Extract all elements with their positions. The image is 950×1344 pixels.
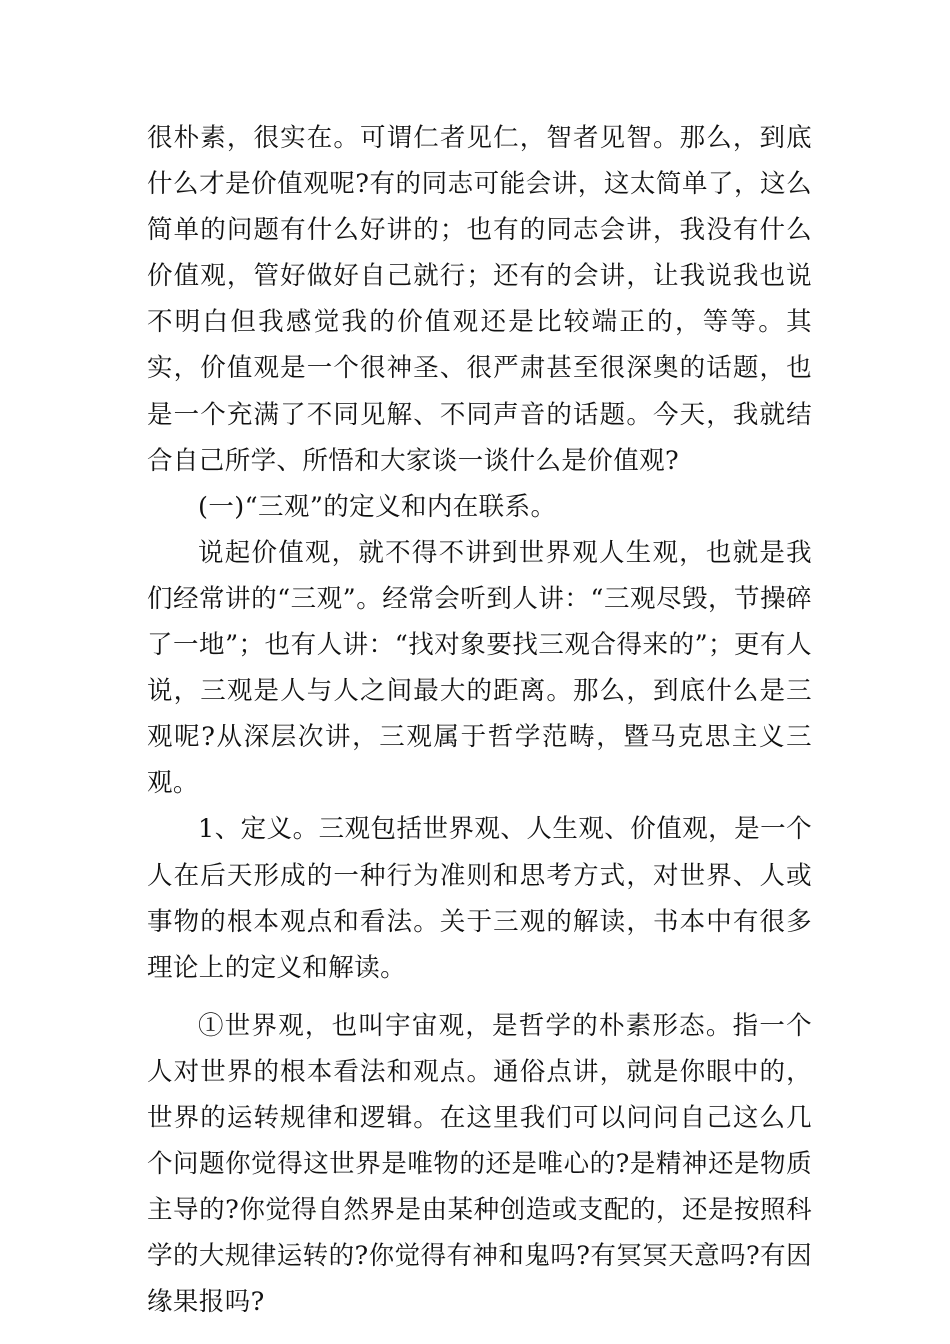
- paragraph-three-views-intro: 说起价值观，就不得不讲到世界观人生观，也就是我们经常讲的“三观”。经常会听到人讲：“三观尽毁，节操碎了一地”；也有人讲：“找对象要找三观合得来的”；更有人说，三观是人与人之间最大的距离。那么，到底什么是三观呢?从深层次讲，三观属于哲学范畴，暨马克思主义三观。: [147, 537, 812, 799]
- paragraph-continuation: 很朴素，很实在。可谓仁者见仁，智者见智。那么，到底什么才是价值观呢?有的同志可能会讲，这太简单了，这么简单的问题有什么好讲的；也有的同志会讲，我没有什么价值观，管好做好自己就行；还有的会讲，让我说我也说不明白但我感觉我的价值观还是比较端正的，等等。其实，价值观是一个很神圣、很严肃甚至很深奥的话题，也是一个充满了不同见解、不同声音的话题。今天，我就结合自己所学、所悟和大家谈一谈什么是价值观?: [147, 123, 812, 476]
- section-heading: (一)“三观”的定义和内在联系。: [198, 491, 557, 522]
- document-body: [147, 115, 812, 1325]
- paragraph-worldview: ①世界观，也叫宇宙观，是哲学的朴素形态。指一个人对世界的根本看法和观点。通俗点讲，就是你眼中的，世界的运转规律和逻辑。在这里我们可以问问自己这么几个问题你觉得这世界是唯物的还是唯心的?是精神还是物质主导的?你觉得自然界是由某种创造或支配的，还是按照科学的大规律运转的?你觉得有神和鬼吗?有冥冥天意吗?有因缘果报吗?: [147, 1010, 812, 1318]
- paragraph-definition: 1、定义。三观包括世界观、人生观、价值观，是一个人在后天形成的一种行为准则和思考方式，对世界、人或事物的根本观点和看法。关于三观的解读，书本中有很多理论上的定义和解读。: [147, 814, 812, 983]
